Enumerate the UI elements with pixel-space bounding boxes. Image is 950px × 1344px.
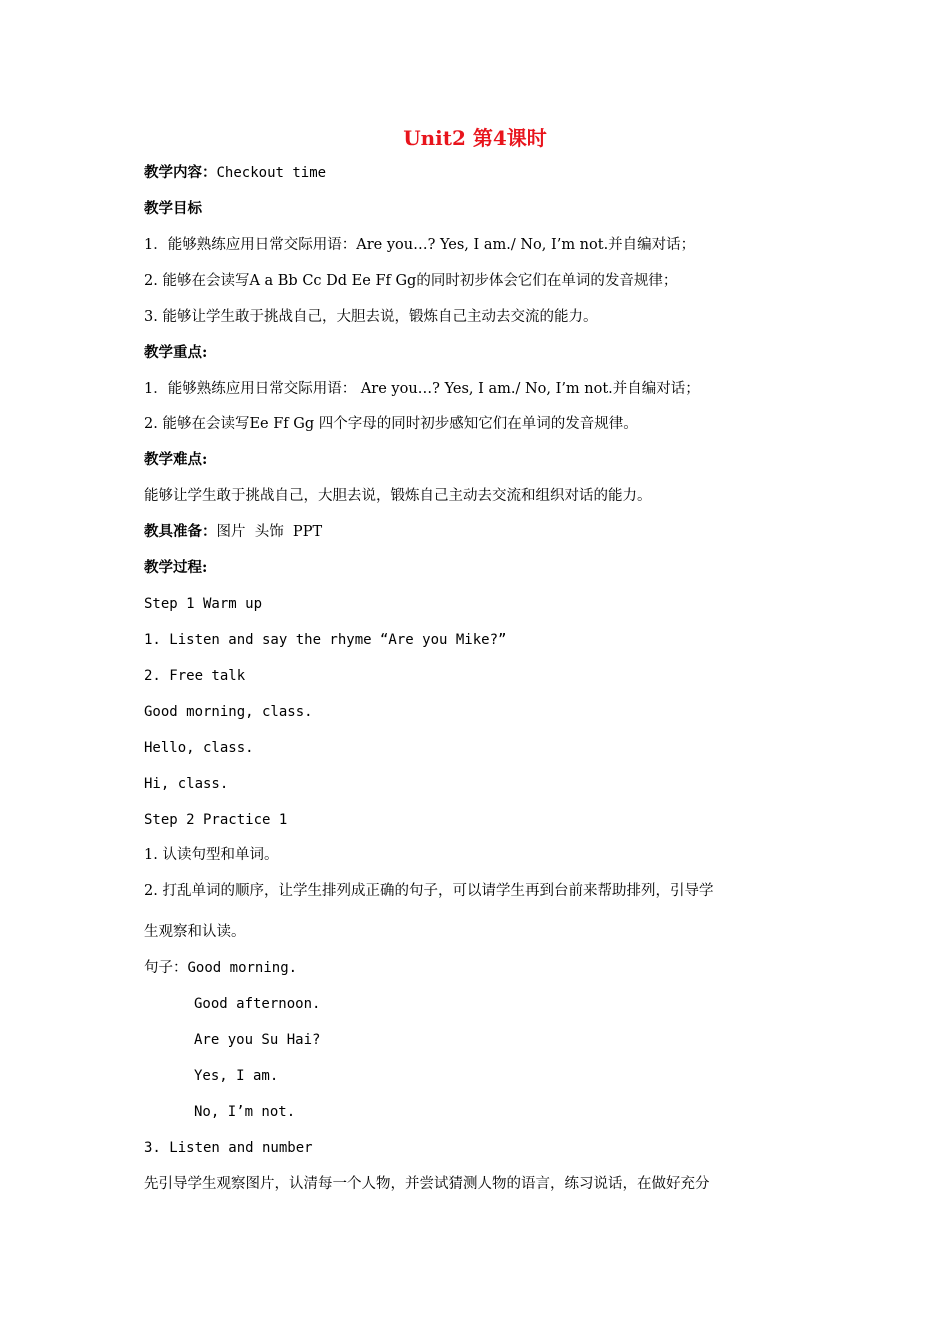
process-heading: 教学过程: bbox=[144, 559, 208, 576]
document-title: Unit2 第4课时 bbox=[403, 126, 547, 150]
goal-item-2: 2. 能够在会读写A a Bb Cc Dd Ee Ff Gg的同时初步体会它们在单词的发音规律； bbox=[144, 273, 678, 289]
step2-item-2-line1: 2. 打乱单词的顺序，让学生排列成正确的句子，可以请学生再到台前来帮助排列，引导学 bbox=[144, 883, 714, 899]
tools-value: 图片 头饰 PPT bbox=[216, 524, 323, 540]
tools-label: 教具准备： bbox=[144, 523, 217, 540]
step2-item-1: 1. 认读句型和单词。 bbox=[144, 847, 279, 863]
step1-item: 1. Listen and say the rhyme “Are you Mike?” bbox=[144, 632, 507, 648]
step1-item: 2. Free talk bbox=[144, 668, 246, 684]
key-item-2: 2. 能够在会读写Ee Ff Gg 四个字母的同时初步感知它们在单词的发音规律。 bbox=[144, 416, 638, 432]
sentence-item: Are you Su Hai? bbox=[194, 1032, 321, 1048]
step1-item: Hello, class. bbox=[144, 740, 254, 756]
step2-item-3: 3. Listen and number bbox=[144, 1140, 313, 1156]
goal-item-1: 1．能够熟练应用日常交际用语：Are you…? Yes, I am./ No, I’m not.并自编对话； bbox=[144, 237, 696, 253]
sentences-line bbox=[144, 958, 297, 978]
difficult-text: 能够让学生敢于挑战自己，大胆去说，锻炼自己主动去交流和组织对话的能力。 bbox=[144, 488, 652, 504]
step1-item: Good morning, class. bbox=[144, 704, 313, 720]
difficult-heading: 教学难点: bbox=[144, 451, 208, 468]
sentence-item: Good afternoon. bbox=[194, 996, 321, 1012]
goal-item-3: 3. 能够让学生敢于挑战自己，大胆去说，锻炼自己主动去交流的能力。 bbox=[144, 309, 598, 325]
last-paragraph-line: 先引导学生观察图片，认清每一个人物，并尝试猜测人物的语言，练习说话，在做好充分 bbox=[144, 1176, 710, 1192]
content-label: 教学内容： bbox=[144, 164, 217, 181]
sentence-item: Good morning. bbox=[187, 960, 298, 976]
sentence-item: No, I’m not. bbox=[194, 1104, 296, 1120]
content-line bbox=[144, 163, 326, 183]
step2-heading: Step 2 Practice 1 bbox=[144, 812, 288, 828]
step1-item: Hi, class. bbox=[144, 776, 229, 792]
sentences-label: 句子： bbox=[144, 960, 188, 976]
content-value: Checkout time bbox=[216, 165, 327, 181]
key-item-1: 1．能够熟练应用日常交际用语： Are you…? Yes, I am./ No, I’m not.并自编对话； bbox=[144, 381, 700, 397]
key-heading: 教学重点: bbox=[144, 344, 208, 361]
step1-heading: Step 1 Warm up bbox=[144, 596, 263, 612]
step2-item-2-line2: 生观察和认读。 bbox=[144, 924, 246, 940]
goals-heading: 教学目标 bbox=[144, 200, 202, 217]
tools-line bbox=[144, 522, 322, 542]
sentence-item: Yes, I am. bbox=[194, 1068, 279, 1084]
